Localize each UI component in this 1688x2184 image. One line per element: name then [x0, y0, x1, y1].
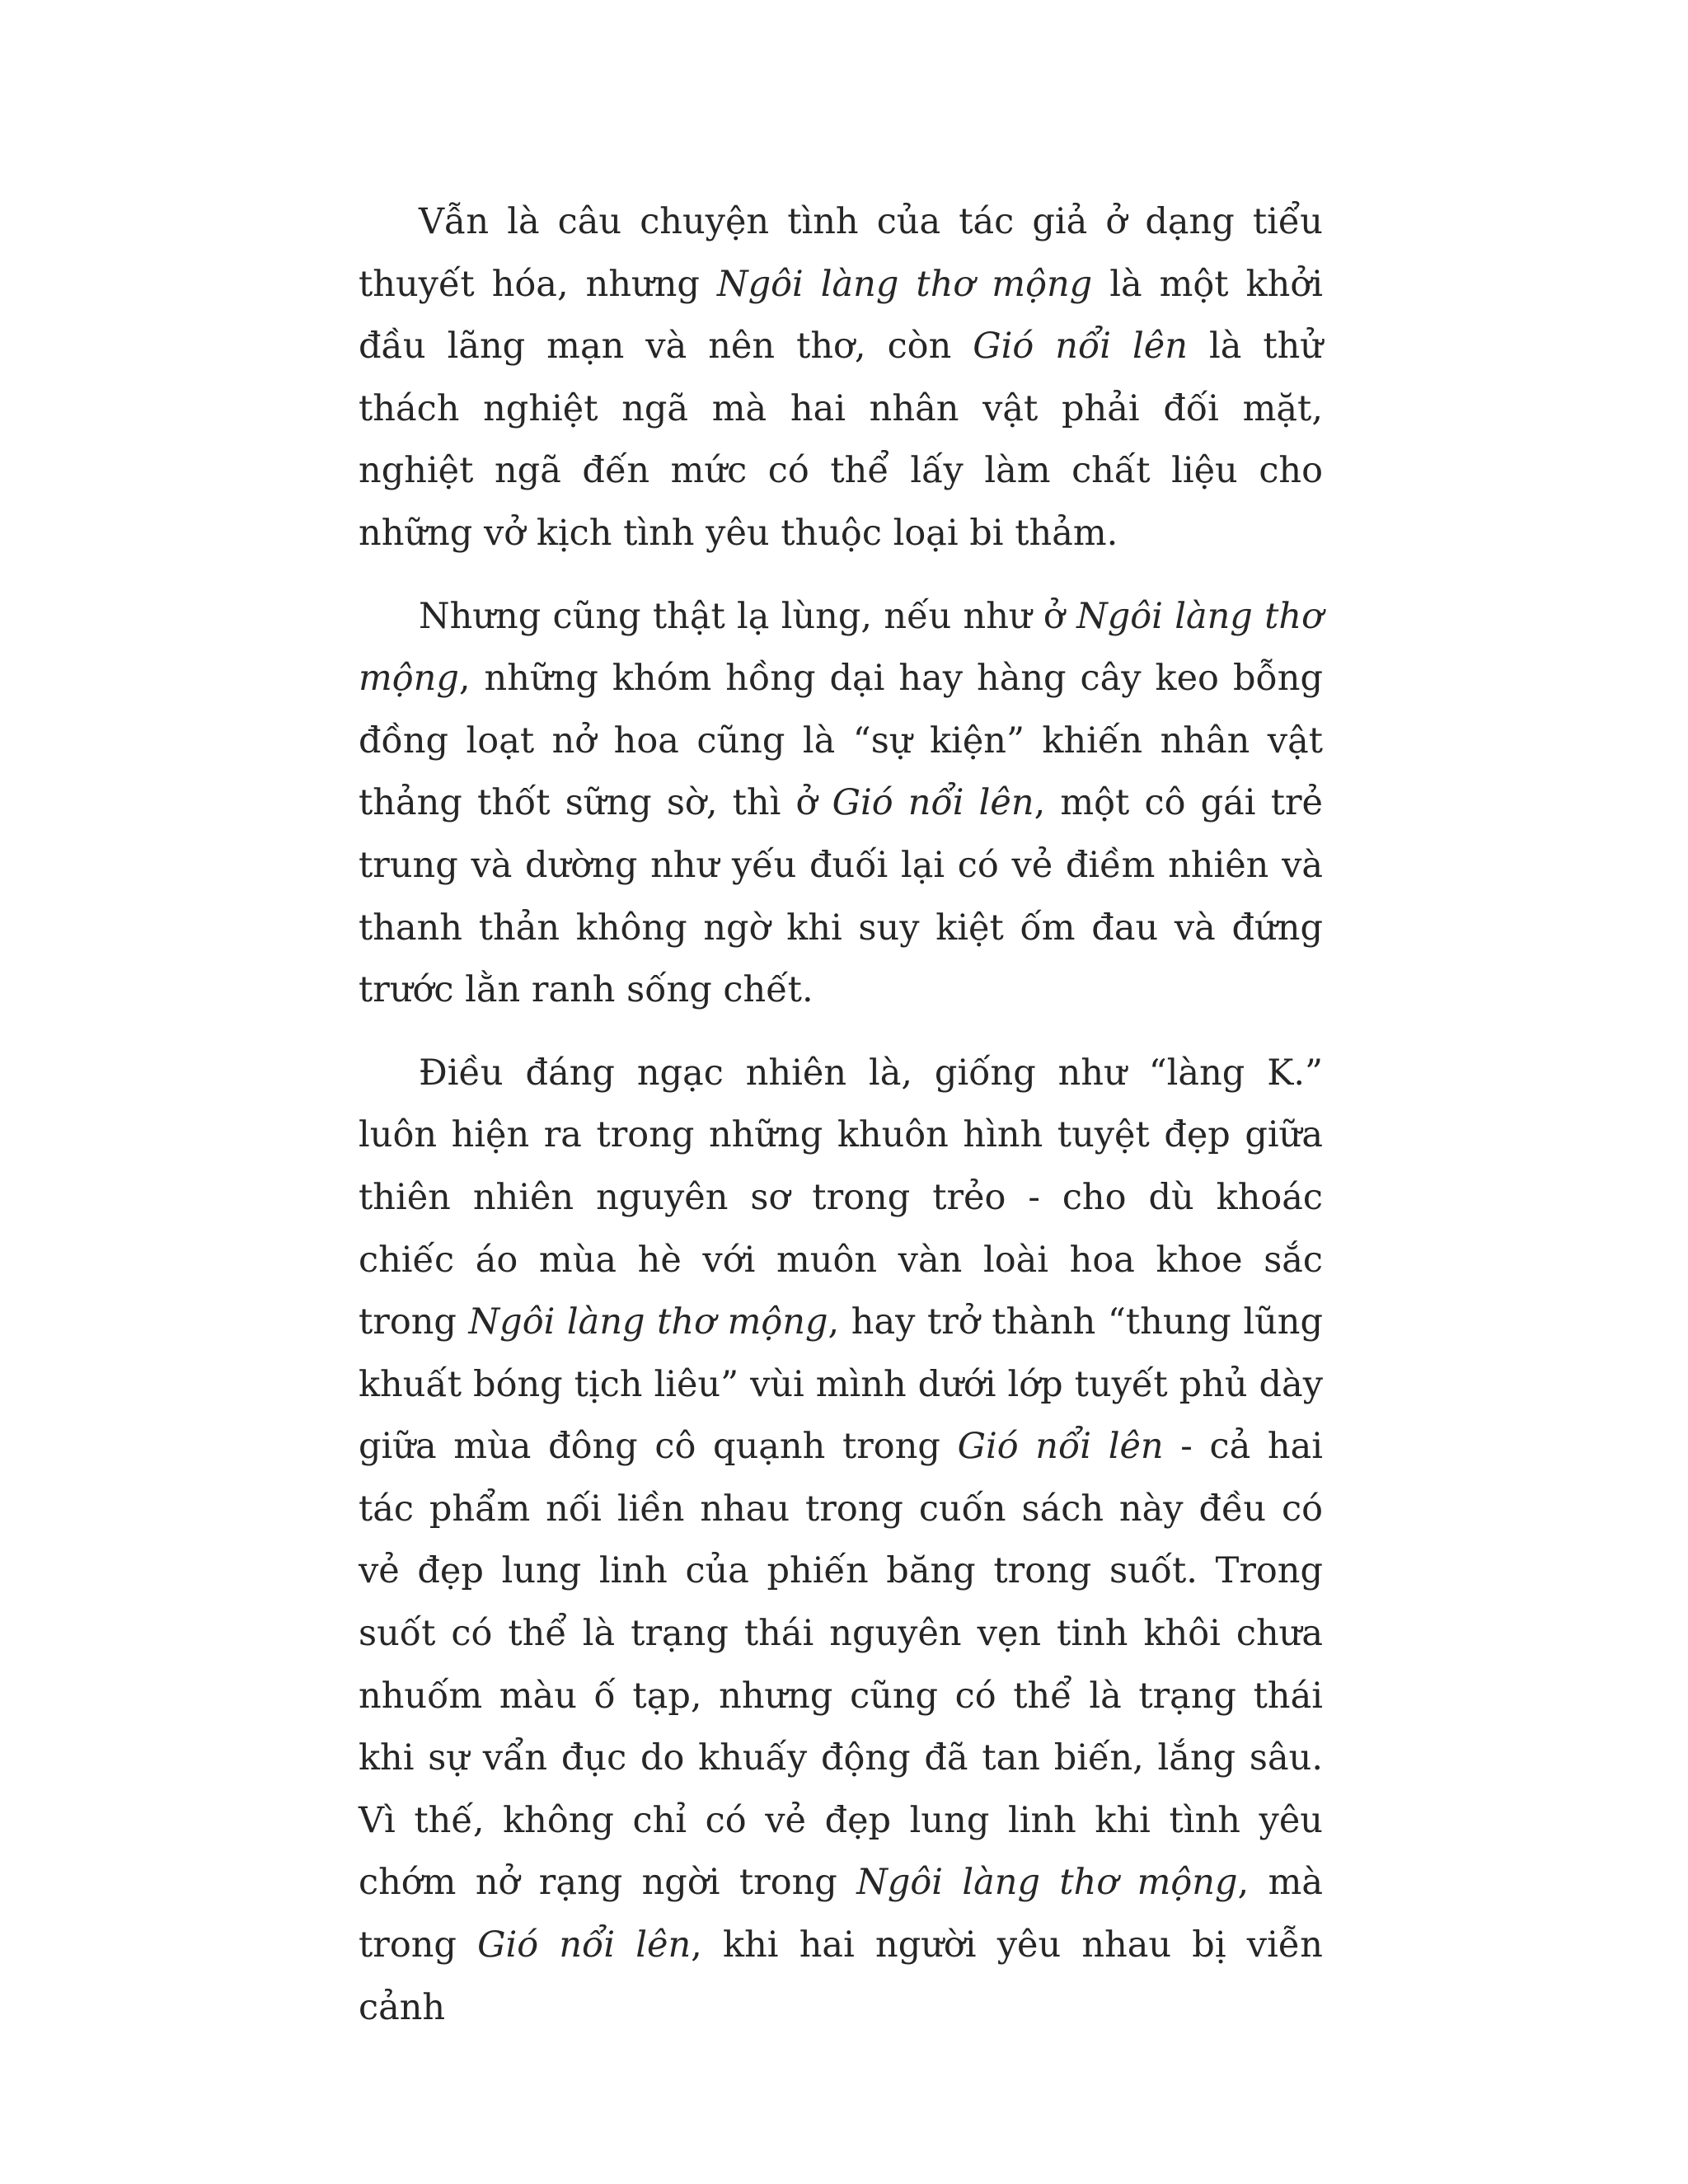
- text-run: Vẫn là câu chuyện tình của tác giả ở dạng tiểu thuyết hóa, nhưng: [359, 201, 1323, 305]
- text-run: là thử thách nghiệt ngã mà hai nhân vật phải đối mặt, nghiệt ngã đến mức có thể lấy làm chất liệu cho những vở kịch tình yêu thuộc loại bi thảm.: [359, 326, 1324, 554]
- book-title-ngoi-lang-tho-mong: Ngôi làng thơ mộng: [856, 1862, 1238, 1904]
- text-run: , khi hai người yêu nhau bị viễn cảnh: [359, 1924, 1323, 2028]
- text-run: là một khởi đầu lãng mạn và nên thơ, còn: [359, 263, 1324, 368]
- book-title-gio-noi-len: Gió nổi lên: [477, 1924, 692, 1966]
- book-title-ngoi-lang-tho-mong: Ngôi làng thơ mộng: [359, 595, 1323, 700]
- book-title-ngoi-lang-tho-mong: Ngôi làng thơ mộng: [468, 1301, 828, 1343]
- text-run: , một cô gái trẻ trung và dường như yếu đuối lại có vẻ điềm nhiên và thanh thản không ngờ khi suy kiệt ốm đau và đứng trước lằn ranh sống chết.: [359, 782, 1323, 1011]
- body-text: [359, 191, 1323, 2039]
- text-run: Điều đáng ngạc nhiên là, giống như “làng K.” luôn hiện ra trong những khuôn hình tuyệt đẹp giữa thiên nhiên nguyên sơ trong trẻo - cho dù khoác chiếc áo mùa hè với muôn vàn loài hoa khoe sắc trong: [359, 1052, 1323, 1343]
- text-run: , những khóm hồng dại hay hàng cây keo bỗng đồng loạt nở hoa cũng là “sự kiện” khiến nhân vật thảng thốt sững sờ, thì ở: [359, 658, 1323, 824]
- book-title-gio-noi-len: Gió nổi lên: [957, 1426, 1164, 1468]
- book-title-gio-noi-len: Gió nổi lên: [973, 326, 1188, 368]
- text-run: , mà trong: [359, 1862, 1324, 1966]
- paragraph-2: [359, 586, 1323, 1022]
- text-run: , hay trở thành “thung lũng khuất bóng tịch liêu” vùi mình dưới lớp tuyết phủ dày giữa mùa đông cô quạnh trong: [359, 1301, 1324, 1468]
- text-run: - cả hai tác phẩm nối liền nhau trong cuốn sách này đều có vẻ đẹp lung linh của phiến băng trong suốt. Trong suốt có thể là trạng thái nguyên vẹn tinh khôi chưa nhuốm màu ố tạp, nhưng cũng có thể là trạng thái khi sự vẩn đục do khuấy động đã tan biến, lắng sâu. Vì thế, không chỉ có vẻ đẹp lung linh khi tình yêu chớm nở rạng ngời trong: [359, 1426, 1324, 1904]
- book-title-gio-noi-len: Gió nổi lên: [832, 782, 1034, 824]
- paragraph-1: [359, 191, 1323, 565]
- book-title-ngoi-lang-tho-mong: Ngôi làng thơ mộng: [716, 263, 1093, 305]
- text-run: Nhưng cũng thật lạ lùng, nếu như ở: [419, 595, 1077, 637]
- paragraph-3: [359, 1043, 1323, 2040]
